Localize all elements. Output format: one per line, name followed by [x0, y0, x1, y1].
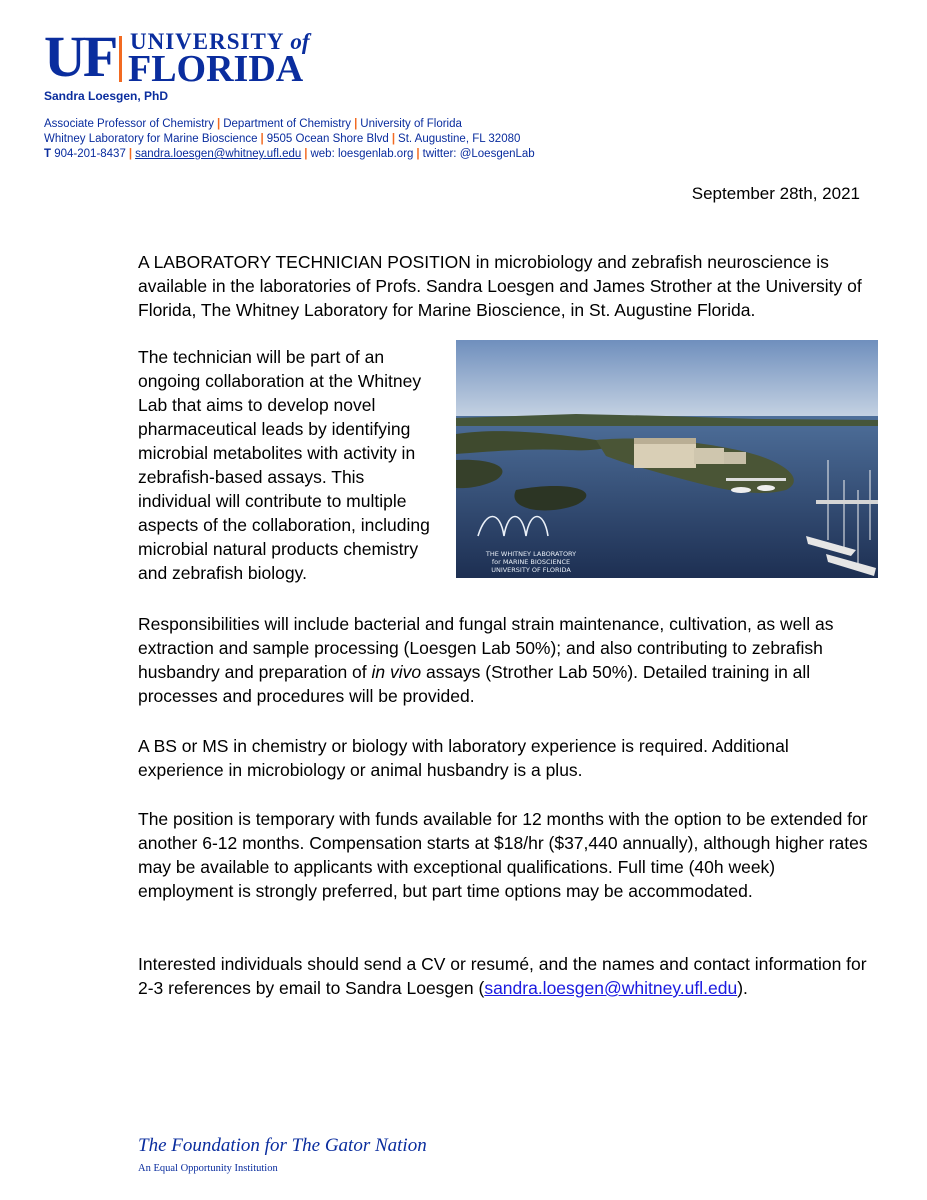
- photo-caption-line-2: for MARINE BIOSCIENCE: [491, 558, 571, 566]
- paragraph-collaboration: The technician will be part of an ongoing collaboration at the Whitney Lab that aims to develop novel pharmaceutical leads by identifying microbial metabolites with activity in zebrafish-based assays. This individual will contribute to multiple aspects of the collaboration, including microbial natural products chemistry and zebrafish biology.: [138, 347, 430, 583]
- footer-slogan: The Foundation for The Gator Nation: [138, 1135, 427, 1156]
- contact-line-2: Whitney Laboratory for Marine Bioscience | 9505 Ocean Shore Blvd | St. Augustine, FL 32080: [44, 133, 521, 145]
- paragraph-application: [138, 952, 873, 1000]
- contact-title: Associate Professor of Chemistry: [44, 118, 215, 130]
- whitney-lab-photo: [456, 340, 878, 578]
- logo-divider: [119, 36, 122, 82]
- photo-caption-line-1: THE WHITNEY LABORATORY: [485, 550, 577, 558]
- logo-florida: FLORIDA: [128, 48, 304, 90]
- aerial-photo-illustration: [456, 340, 878, 578]
- sender-name: Sandra Loesgen, PhD: [44, 89, 169, 103]
- contact-line-1: Associate Professor of Chemistry | Department of Chemistry | University of Florida: [44, 118, 462, 130]
- logo-university-text: UNIVERSITY: [130, 29, 284, 54]
- application-email-link[interactable]: sandra.loesgen@whitney.ufl.edu: [484, 978, 738, 998]
- responsibilities-text-a: Responsibilities will include bacterial and fungal strain maintenance, cultivation, as well as extraction and sample processing (Loesgen Lab 50%); and also contributing to zebrafish husbandry and preparation of: [138, 614, 834, 682]
- letter-date: September 28th, 2021: [691, 184, 860, 203]
- contact-web: web: loesgenlab.org: [310, 148, 414, 160]
- contact-line-3: T 904-201-8437 | sandra.loesgen@whitney.ufl.edu | web: loesgenlab.org | twitter: @LoesgenLab: [44, 148, 535, 160]
- responsibilities-italic: in vivo: [371, 662, 422, 682]
- contact-university: University of Florida: [360, 118, 462, 130]
- paragraph-compensation: The position is temporary with funds available for 12 months with the option to be extended for another 6-12 months. Compensation starts at $18/hr ($37,440 annually), although higher rates may be available to applicants with exceptional qualifications. Full time (40h week) employment is strongly preferred, but part time options may be accommodated.: [138, 809, 868, 901]
- paragraph-responsibilities: [138, 612, 873, 708]
- contact-lab: Whitney Laboratory for Marine Bioscience: [44, 133, 258, 145]
- photo-caption: [466, 550, 596, 574]
- photo-caption-line-3: UNIVERSITY OF FLORIDA: [491, 566, 571, 574]
- paragraph-requirements: A BS or MS in chemistry or biology with laboratory experience is required. Additional experience in microbiology or animal husbandry is a plus.: [138, 736, 789, 780]
- contact-street: 9505 Ocean Shore Blvd: [266, 133, 389, 145]
- application-text-a: Interested individuals should send a CV or resumé, and the names and contact information for 2-3 references by email to Sandra Loesgen (: [138, 954, 867, 998]
- contact-email-link[interactable]: sandra.loesgen@whitney.ufl.edu: [135, 148, 302, 160]
- footer-eoi: An Equal Opportunity Institution: [138, 1163, 278, 1174]
- application-text-b: ).: [737, 978, 748, 998]
- sender-contact-block: [44, 117, 535, 162]
- contact-twitter: twitter: @LoesgenLab: [422, 148, 535, 160]
- logo-of-text: of: [290, 29, 310, 54]
- contact-department: Department of Chemistry: [223, 118, 352, 130]
- phone-label: T: [44, 148, 52, 160]
- uf-wordmark: UF: [44, 24, 116, 89]
- contact-city: St. Augustine, FL 32080: [398, 133, 521, 145]
- responsibilities-text-b: assays (Strother Lab 50%). Detailed training in all processes and procedures will be provided.: [138, 662, 811, 706]
- contact-phone: 904-201-8437: [54, 148, 126, 160]
- paragraph-intro: A LABORATORY TECHNICIAN POSITION in microbiology and zebrafish neuroscience is available in the laboratories of Profs. Sandra Loesgen and James Strother at the University of Florida, The Whitney Laboratory for Marine Bioscience, in St. Augustine Florida.: [138, 252, 862, 320]
- uf-logo: [44, 24, 324, 90]
